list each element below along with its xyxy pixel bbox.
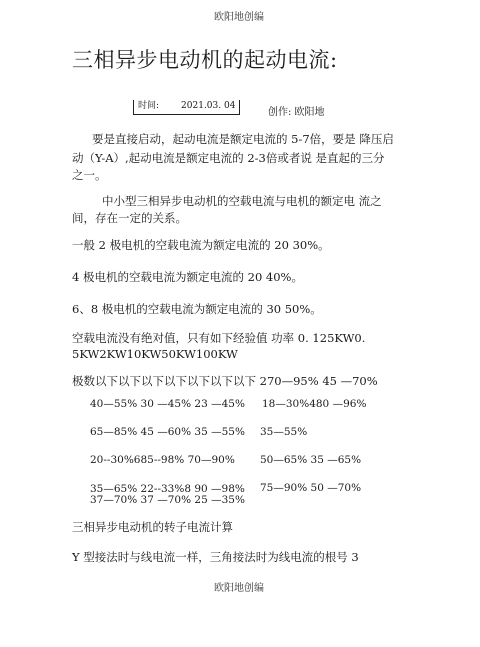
- table-row-right: 75—90% 50 —70%: [260, 482, 362, 494]
- page-title: 三相异步电动机的起动电流:: [72, 48, 338, 72]
- table-row-left: 35—65% 22--33%8 90 —98%: [90, 483, 245, 495]
- paragraph-line: 之一。: [72, 168, 107, 182]
- time-label: 时间:: [138, 101, 160, 111]
- paragraph-line: 中小型三相异步电动机的空载电流与电机的额定电 流之: [102, 194, 382, 208]
- footer-watermark: 欧阳地创编: [214, 583, 264, 594]
- table-row-left: 40—55% 30 —45% 23 —45%: [90, 398, 245, 410]
- paragraph-line: 动（Y-A）,起动电流是额定电流的 2-3倍或者说 是直起的三分: [72, 151, 385, 165]
- table-row-left: 20--30%685--98% 70—90%: [90, 454, 235, 466]
- header-watermark: 欧阳地创编: [214, 12, 264, 23]
- table-row-left: 65—85% 45 —60% 35 —55%: [90, 426, 245, 438]
- table-row-right: 18—30%480 —96%: [262, 398, 367, 410]
- table-row-right: 35—55%: [260, 426, 308, 438]
- paragraph-line: 极数以下以下以下以下以下以下以下 270—95% 45 —70%: [72, 374, 378, 388]
- table-row-right: 50—65% 35 —65%: [260, 454, 362, 466]
- time-stamp: [133, 100, 240, 115]
- paragraph-line: 要是直接启动，起动电流是额定电流的 5-7倍，要是 降压启: [92, 132, 394, 146]
- paragraph-line: 5KW2KW10KW50KW100KW: [72, 347, 238, 361]
- paragraph-line: 4 极电机的空载电流为额定电流的 20 40%。: [72, 270, 303, 284]
- time-value: 2021.03. 04: [181, 101, 236, 111]
- section-heading: 三相异步电动机的转子电流计算: [72, 520, 233, 534]
- paragraph-line: 空载电流没有绝对值，只有如下经验值 功率 0. 125KW0.: [72, 331, 366, 345]
- paragraph-line: 间，存在一定的关系。: [72, 211, 187, 225]
- paragraph-line: 一般 2 极电机的空载电流为额定电流的 20 30%。: [72, 238, 330, 252]
- paragraph-line: Y 型接法时与线电流一样，三角接法时为线电流的根号 3: [72, 550, 359, 564]
- table-row-left: 37—70% 37 —70% 25 —35%: [90, 494, 245, 506]
- author-credit: 创作: 欧阳地: [268, 107, 325, 118]
- paragraph-line: 6、8 极电机的空载电流为额定电流的 30 50%。: [72, 302, 322, 316]
